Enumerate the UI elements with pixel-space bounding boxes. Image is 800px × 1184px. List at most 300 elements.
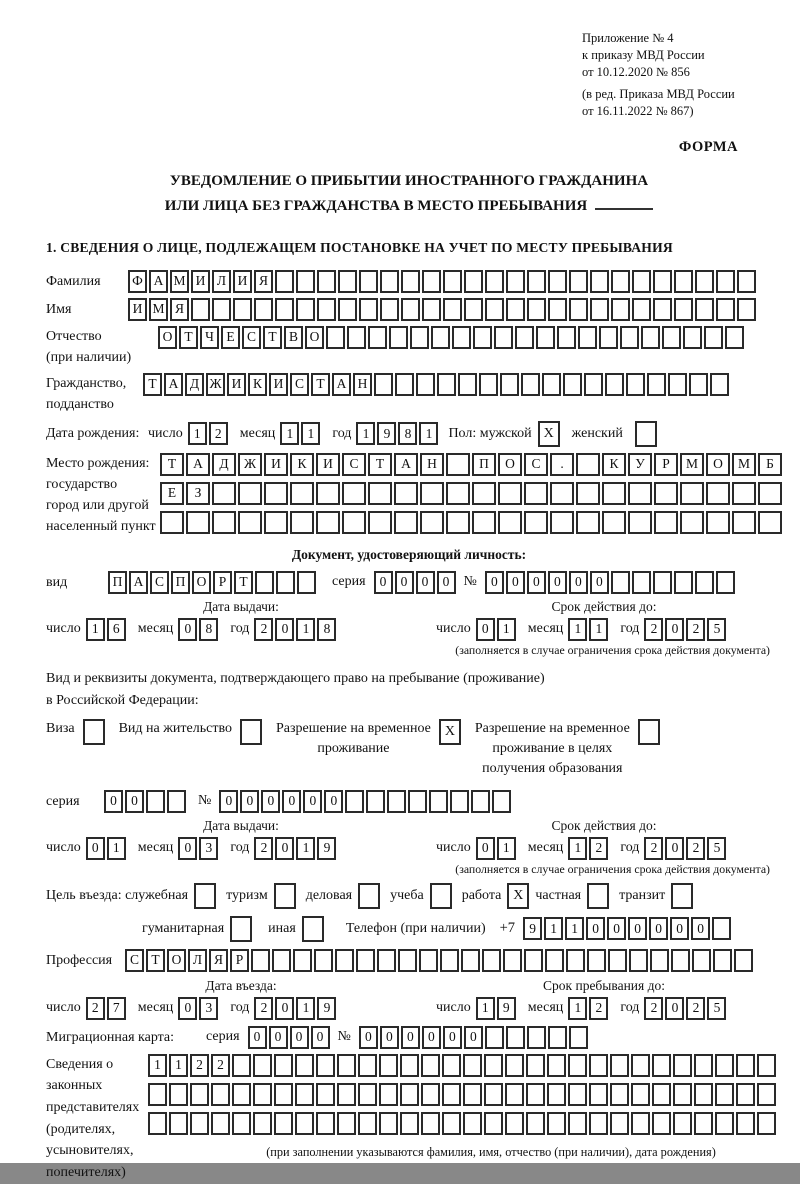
- char-cell[interactable]: [631, 1083, 650, 1106]
- char-cell[interactable]: [416, 373, 435, 396]
- char-cell[interactable]: [359, 270, 378, 293]
- char-cell[interactable]: [557, 326, 576, 349]
- char-cell[interactable]: [716, 298, 735, 321]
- char-cell[interactable]: [694, 1112, 713, 1135]
- char-cell[interactable]: [620, 326, 639, 349]
- char-cell[interactable]: [527, 298, 546, 321]
- char-cell[interactable]: [632, 571, 651, 594]
- char-cell[interactable]: [186, 511, 210, 534]
- char-cell[interactable]: [316, 1112, 335, 1135]
- char-cell[interactable]: 0: [416, 571, 435, 594]
- char-cell[interactable]: [421, 1054, 440, 1077]
- char-cell[interactable]: [498, 482, 522, 505]
- char-cell[interactable]: 0: [178, 618, 197, 641]
- char-cell[interactable]: И: [269, 373, 288, 396]
- char-cell[interactable]: 0: [275, 837, 294, 860]
- char-cell[interactable]: [379, 1054, 398, 1077]
- char-cell[interactable]: [264, 511, 288, 534]
- char-cell[interactable]: Д: [212, 453, 236, 476]
- char-cell[interactable]: 0: [527, 571, 546, 594]
- char-cell[interactable]: Т: [263, 326, 282, 349]
- char-cell[interactable]: [274, 1083, 293, 1106]
- char-cell[interactable]: 0: [590, 571, 609, 594]
- char-cell[interactable]: [485, 298, 504, 321]
- char-cell[interactable]: Е: [221, 326, 240, 349]
- char-cell[interactable]: 0: [178, 997, 197, 1020]
- char-cell[interactable]: [296, 298, 315, 321]
- char-cell[interactable]: [297, 571, 316, 594]
- char-cell[interactable]: П: [171, 571, 190, 594]
- char-cell[interactable]: [389, 326, 408, 349]
- char-cell[interactable]: [506, 298, 525, 321]
- char-cell[interactable]: 0: [290, 1026, 309, 1049]
- char-cell[interactable]: [446, 511, 470, 534]
- char-cell[interactable]: [295, 1112, 314, 1135]
- char-cell[interactable]: О: [305, 326, 324, 349]
- char-cell[interactable]: 0: [240, 790, 259, 813]
- char-cell[interactable]: 5: [707, 837, 726, 860]
- char-cell[interactable]: 2: [254, 618, 273, 641]
- char-cell[interactable]: [290, 482, 314, 505]
- char-cell[interactable]: [253, 1112, 272, 1135]
- char-cell[interactable]: [732, 511, 756, 534]
- char-cell[interactable]: [652, 1112, 671, 1135]
- char-cell[interactable]: 1: [419, 422, 438, 445]
- char-cell[interactable]: [377, 949, 396, 972]
- char-cell[interactable]: [293, 949, 312, 972]
- char-cell[interactable]: 3: [199, 997, 218, 1020]
- char-cell[interactable]: [653, 571, 672, 594]
- char-cell[interactable]: [169, 1112, 188, 1135]
- char-cell[interactable]: [545, 949, 564, 972]
- char-cell[interactable]: К: [290, 453, 314, 476]
- purpose-business-checkbox[interactable]: [358, 883, 380, 909]
- char-cell[interactable]: [712, 917, 731, 940]
- char-cell[interactable]: [695, 270, 714, 293]
- char-cell[interactable]: 0: [311, 1026, 330, 1049]
- char-cell[interactable]: [542, 373, 561, 396]
- char-cell[interactable]: К: [248, 373, 267, 396]
- char-cell[interactable]: [563, 373, 582, 396]
- char-cell[interactable]: [526, 1112, 545, 1135]
- char-cell[interactable]: 1: [568, 997, 587, 1020]
- char-cell[interactable]: [484, 1083, 503, 1106]
- char-cell[interactable]: [398, 949, 417, 972]
- char-cell[interactable]: [674, 270, 693, 293]
- char-cell[interactable]: [673, 1083, 692, 1106]
- char-cell[interactable]: [358, 1054, 377, 1077]
- char-cell[interactable]: 2: [209, 422, 228, 445]
- char-cell[interactable]: [440, 949, 459, 972]
- char-cell[interactable]: [694, 1054, 713, 1077]
- char-cell[interactable]: [274, 1112, 293, 1135]
- char-cell[interactable]: 9: [317, 997, 336, 1020]
- char-cell[interactable]: [338, 298, 357, 321]
- char-cell[interactable]: [232, 1083, 251, 1106]
- char-cell[interactable]: [443, 270, 462, 293]
- char-cell[interactable]: [212, 482, 236, 505]
- char-cell[interactable]: 0: [548, 571, 567, 594]
- char-cell[interactable]: [463, 1112, 482, 1135]
- char-cell[interactable]: [674, 298, 693, 321]
- char-cell[interactable]: [148, 1112, 167, 1135]
- gender-male-checkbox[interactable]: X: [538, 421, 560, 447]
- char-cell[interactable]: [715, 1054, 734, 1077]
- char-cell[interactable]: [446, 453, 470, 476]
- char-cell[interactable]: М: [149, 298, 168, 321]
- char-cell[interactable]: [400, 1054, 419, 1077]
- char-cell[interactable]: М: [170, 270, 189, 293]
- char-cell[interactable]: [500, 373, 519, 396]
- char-cell[interactable]: О: [167, 949, 186, 972]
- char-cell[interactable]: К: [602, 453, 626, 476]
- char-cell[interactable]: [442, 1054, 461, 1077]
- char-cell[interactable]: [458, 373, 477, 396]
- char-cell[interactable]: [652, 1083, 671, 1106]
- char-cell[interactable]: 0: [586, 917, 605, 940]
- char-cell[interactable]: [757, 1054, 776, 1077]
- char-cell[interactable]: 2: [686, 997, 705, 1020]
- char-cell[interactable]: 1: [497, 618, 516, 641]
- char-cell[interactable]: И: [233, 270, 252, 293]
- char-cell[interactable]: [550, 482, 574, 505]
- char-cell[interactable]: [628, 482, 652, 505]
- purpose-other-checkbox[interactable]: [302, 916, 324, 942]
- char-cell[interactable]: [394, 482, 418, 505]
- char-cell[interactable]: [757, 1083, 776, 1106]
- char-cell[interactable]: 1: [296, 618, 315, 641]
- char-cell[interactable]: [366, 790, 385, 813]
- char-cell[interactable]: [548, 1026, 567, 1049]
- char-cell[interactable]: [368, 511, 392, 534]
- char-cell[interactable]: [715, 1112, 734, 1135]
- char-cell[interactable]: [251, 949, 270, 972]
- char-cell[interactable]: А: [149, 270, 168, 293]
- char-cell[interactable]: [211, 1112, 230, 1135]
- purpose-study-checkbox[interactable]: [430, 883, 452, 909]
- char-cell[interactable]: [190, 1112, 209, 1135]
- char-cell[interactable]: 0: [422, 1026, 441, 1049]
- char-cell[interactable]: 0: [359, 1026, 378, 1049]
- char-cell[interactable]: 0: [395, 571, 414, 594]
- char-cell[interactable]: [632, 298, 651, 321]
- char-cell[interactable]: 0: [476, 618, 495, 641]
- char-cell[interactable]: [295, 1083, 314, 1106]
- char-cell[interactable]: [167, 790, 186, 813]
- char-cell[interactable]: [668, 373, 687, 396]
- char-cell[interactable]: [484, 1054, 503, 1077]
- char-cell[interactable]: [692, 949, 711, 972]
- char-cell[interactable]: [547, 1083, 566, 1106]
- char-cell[interactable]: [400, 1112, 419, 1135]
- char-cell[interactable]: [524, 511, 548, 534]
- char-cell[interactable]: [758, 482, 782, 505]
- char-cell[interactable]: [422, 298, 441, 321]
- char-cell[interactable]: [482, 949, 501, 972]
- char-cell[interactable]: 8: [398, 422, 417, 445]
- char-cell[interactable]: [380, 270, 399, 293]
- char-cell[interactable]: [710, 373, 729, 396]
- char-cell[interactable]: [408, 790, 427, 813]
- char-cell[interactable]: [631, 1112, 650, 1135]
- char-cell[interactable]: [673, 1054, 692, 1077]
- char-cell[interactable]: [662, 326, 681, 349]
- char-cell[interactable]: [254, 298, 273, 321]
- char-cell[interactable]: 5: [707, 997, 726, 1020]
- char-cell[interactable]: [452, 326, 471, 349]
- purpose-transit-checkbox[interactable]: [671, 883, 693, 909]
- char-cell[interactable]: [464, 298, 483, 321]
- char-cell[interactable]: [232, 1112, 251, 1135]
- char-cell[interactable]: [569, 298, 588, 321]
- char-cell[interactable]: Н: [353, 373, 372, 396]
- char-cell[interactable]: 1: [169, 1054, 188, 1077]
- char-cell[interactable]: [492, 790, 511, 813]
- char-cell[interactable]: [342, 511, 366, 534]
- char-cell[interactable]: [212, 511, 236, 534]
- char-cell[interactable]: [233, 298, 252, 321]
- char-cell[interactable]: [629, 949, 648, 972]
- char-cell[interactable]: 1: [544, 917, 563, 940]
- char-cell[interactable]: [505, 1112, 524, 1135]
- char-cell[interactable]: [524, 949, 543, 972]
- char-cell[interactable]: [695, 298, 714, 321]
- char-cell[interactable]: [602, 511, 626, 534]
- char-cell[interactable]: [527, 270, 546, 293]
- char-cell[interactable]: [191, 298, 210, 321]
- char-cell[interactable]: [736, 1112, 755, 1135]
- char-cell[interactable]: [211, 1083, 230, 1106]
- char-cell[interactable]: [568, 1054, 587, 1077]
- char-cell[interactable]: Т: [146, 949, 165, 972]
- char-cell[interactable]: 0: [506, 571, 525, 594]
- residence-permit-checkbox[interactable]: [240, 719, 262, 745]
- char-cell[interactable]: 2: [686, 837, 705, 860]
- char-cell[interactable]: [272, 949, 291, 972]
- char-cell[interactable]: 2: [254, 837, 273, 860]
- char-cell[interactable]: [680, 482, 704, 505]
- char-cell[interactable]: [526, 1054, 545, 1077]
- char-cell[interactable]: 1: [86, 618, 105, 641]
- char-cell[interactable]: 8: [317, 618, 336, 641]
- char-cell[interactable]: [290, 511, 314, 534]
- char-cell[interactable]: 0: [437, 571, 456, 594]
- char-cell[interactable]: 0: [665, 997, 684, 1020]
- temp-residence-checkbox[interactable]: X: [439, 719, 461, 745]
- char-cell[interactable]: 0: [86, 837, 105, 860]
- char-cell[interactable]: 9: [317, 837, 336, 860]
- char-cell[interactable]: Т: [311, 373, 330, 396]
- char-cell[interactable]: Т: [143, 373, 162, 396]
- char-cell[interactable]: [589, 1112, 608, 1135]
- char-cell[interactable]: О: [706, 453, 730, 476]
- char-cell[interactable]: [713, 949, 732, 972]
- char-cell[interactable]: С: [342, 453, 366, 476]
- char-cell[interactable]: 0: [401, 1026, 420, 1049]
- char-cell[interactable]: 0: [485, 571, 504, 594]
- char-cell[interactable]: 0: [380, 1026, 399, 1049]
- char-cell[interactable]: Е: [160, 482, 184, 505]
- char-cell[interactable]: [473, 326, 492, 349]
- visa-checkbox[interactable]: [83, 719, 105, 745]
- char-cell[interactable]: 1: [107, 837, 126, 860]
- char-cell[interactable]: [317, 270, 336, 293]
- char-cell[interactable]: [568, 1112, 587, 1135]
- char-cell[interactable]: М: [680, 453, 704, 476]
- char-cell[interactable]: [536, 326, 555, 349]
- char-cell[interactable]: 0: [374, 571, 393, 594]
- gender-female-checkbox[interactable]: [635, 421, 657, 447]
- char-cell[interactable]: [345, 790, 364, 813]
- char-cell[interactable]: С: [524, 453, 548, 476]
- char-cell[interactable]: [674, 571, 693, 594]
- char-cell[interactable]: О: [192, 571, 211, 594]
- char-cell[interactable]: 1: [296, 837, 315, 860]
- char-cell[interactable]: [590, 270, 609, 293]
- char-cell[interactable]: М: [732, 453, 756, 476]
- char-cell[interactable]: [716, 270, 735, 293]
- char-cell[interactable]: [446, 482, 470, 505]
- char-cell[interactable]: З: [186, 482, 210, 505]
- char-cell[interactable]: 1: [568, 837, 587, 860]
- char-cell[interactable]: [190, 1083, 209, 1106]
- char-cell[interactable]: [442, 1112, 461, 1135]
- char-cell[interactable]: [569, 270, 588, 293]
- char-cell[interactable]: [461, 949, 480, 972]
- char-cell[interactable]: [590, 298, 609, 321]
- char-cell[interactable]: А: [186, 453, 210, 476]
- char-cell[interactable]: [758, 511, 782, 534]
- char-cell[interactable]: [526, 1083, 545, 1106]
- char-cell[interactable]: [704, 326, 723, 349]
- char-cell[interactable]: О: [498, 453, 522, 476]
- char-cell[interactable]: [347, 326, 366, 349]
- char-cell[interactable]: [316, 1054, 335, 1077]
- char-cell[interactable]: [587, 949, 606, 972]
- char-cell[interactable]: [737, 298, 756, 321]
- char-cell[interactable]: [503, 949, 522, 972]
- char-cell[interactable]: Л: [212, 270, 231, 293]
- char-cell[interactable]: [419, 949, 438, 972]
- char-cell[interactable]: 2: [86, 997, 105, 1020]
- char-cell[interactable]: [420, 482, 444, 505]
- char-cell[interactable]: Ч: [200, 326, 219, 349]
- char-cell[interactable]: 0: [443, 1026, 462, 1049]
- char-cell[interactable]: [442, 1083, 461, 1106]
- temp-residence-edu-checkbox[interactable]: [638, 719, 660, 745]
- char-cell[interactable]: [410, 326, 429, 349]
- char-cell[interactable]: Б: [758, 453, 782, 476]
- char-cell[interactable]: [683, 326, 702, 349]
- char-cell[interactable]: [524, 482, 548, 505]
- char-cell[interactable]: [422, 270, 441, 293]
- char-cell[interactable]: [296, 270, 315, 293]
- char-cell[interactable]: [342, 482, 366, 505]
- char-cell[interactable]: Д: [185, 373, 204, 396]
- char-cell[interactable]: [148, 1083, 167, 1106]
- char-cell[interactable]: С: [290, 373, 309, 396]
- char-cell[interactable]: [725, 326, 744, 349]
- char-cell[interactable]: [264, 482, 288, 505]
- char-cell[interactable]: .: [550, 453, 574, 476]
- char-cell[interactable]: 1: [476, 997, 495, 1020]
- char-cell[interactable]: [548, 270, 567, 293]
- char-cell[interactable]: [275, 298, 294, 321]
- char-cell[interactable]: [420, 511, 444, 534]
- char-cell[interactable]: И: [264, 453, 288, 476]
- char-cell[interactable]: [611, 270, 630, 293]
- char-cell[interactable]: 0: [464, 1026, 483, 1049]
- char-cell[interactable]: [610, 1083, 629, 1106]
- char-cell[interactable]: [610, 1054, 629, 1077]
- char-cell[interactable]: [485, 1026, 504, 1049]
- char-cell[interactable]: [484, 1112, 503, 1135]
- char-cell[interactable]: Н: [420, 453, 444, 476]
- char-cell[interactable]: [505, 1054, 524, 1077]
- char-cell[interactable]: 2: [254, 997, 273, 1020]
- char-cell[interactable]: [379, 1112, 398, 1135]
- char-cell[interactable]: [394, 511, 418, 534]
- char-cell[interactable]: [337, 1083, 356, 1106]
- char-cell[interactable]: 3: [199, 837, 218, 860]
- purpose-private-checkbox[interactable]: [587, 883, 609, 909]
- char-cell[interactable]: 1: [568, 618, 587, 641]
- char-cell[interactable]: [450, 790, 469, 813]
- char-cell[interactable]: [515, 326, 534, 349]
- char-cell[interactable]: 5: [707, 618, 726, 641]
- char-cell[interactable]: 0: [125, 790, 144, 813]
- char-cell[interactable]: Л: [188, 949, 207, 972]
- char-cell[interactable]: 1: [188, 422, 207, 445]
- char-cell[interactable]: [443, 298, 462, 321]
- char-cell[interactable]: 1: [497, 837, 516, 860]
- char-cell[interactable]: С: [242, 326, 261, 349]
- char-cell[interactable]: 1: [280, 422, 299, 445]
- char-cell[interactable]: [547, 1054, 566, 1077]
- char-cell[interactable]: [429, 790, 448, 813]
- char-cell[interactable]: [611, 571, 630, 594]
- char-cell[interactable]: [463, 1054, 482, 1077]
- char-cell[interactable]: 2: [190, 1054, 209, 1077]
- char-cell[interactable]: В: [284, 326, 303, 349]
- char-cell[interactable]: [716, 571, 735, 594]
- char-cell[interactable]: [650, 949, 669, 972]
- char-cell[interactable]: Я: [254, 270, 273, 293]
- char-cell[interactable]: [602, 482, 626, 505]
- char-cell[interactable]: 2: [644, 618, 663, 641]
- char-cell[interactable]: Р: [213, 571, 232, 594]
- char-cell[interactable]: [506, 1026, 525, 1049]
- char-cell[interactable]: [274, 1054, 293, 1077]
- char-cell[interactable]: [706, 482, 730, 505]
- char-cell[interactable]: [736, 1083, 755, 1106]
- char-cell[interactable]: [695, 571, 714, 594]
- purpose-tourism-checkbox[interactable]: [274, 883, 296, 909]
- char-cell[interactable]: 0: [691, 917, 710, 940]
- char-cell[interactable]: [610, 1112, 629, 1135]
- char-cell[interactable]: 2: [686, 618, 705, 641]
- char-cell[interactable]: [641, 326, 660, 349]
- char-cell[interactable]: 2: [644, 997, 663, 1020]
- char-cell[interactable]: 0: [269, 1026, 288, 1049]
- char-cell[interactable]: [255, 571, 274, 594]
- char-cell[interactable]: [599, 326, 618, 349]
- char-cell[interactable]: [316, 1083, 335, 1106]
- char-cell[interactable]: 0: [275, 997, 294, 1020]
- char-cell[interactable]: [437, 373, 456, 396]
- char-cell[interactable]: [568, 1083, 587, 1106]
- char-cell[interactable]: [160, 511, 184, 534]
